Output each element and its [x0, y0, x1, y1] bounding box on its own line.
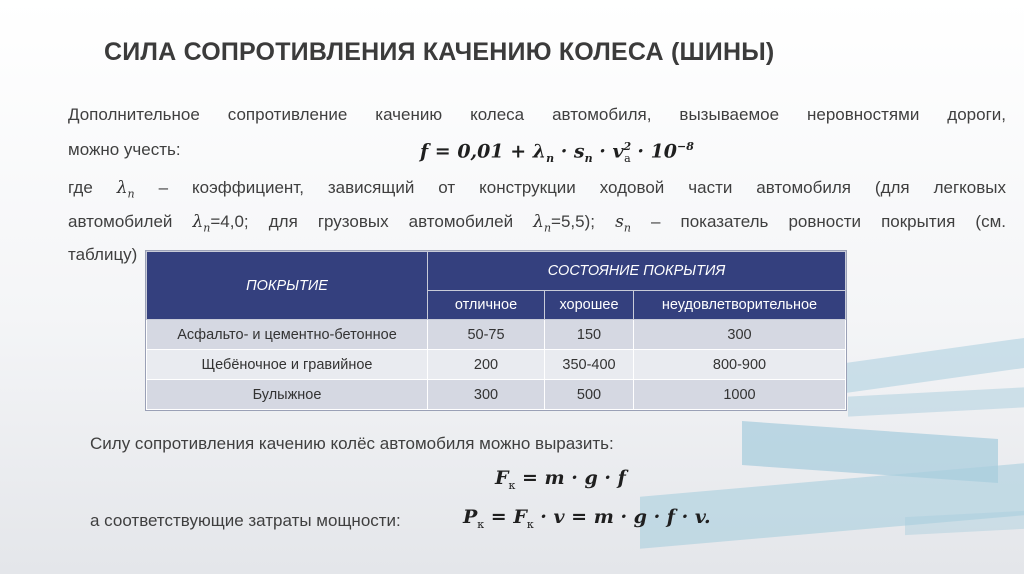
header-good: хорошее [545, 291, 634, 320]
intro-line-1: Дополнительное сопротивление качению колеса автомобиля, вызываемое неровностями дороги, [68, 105, 1006, 124]
decor-stripe [824, 338, 1024, 396]
table-row [147, 380, 846, 410]
formula-power: $P_к = F_к \cdot v = m \cdot g \cdot f \cdot v$. [463, 506, 711, 531]
cell-value: 300 [428, 380, 545, 410]
table-row [147, 320, 846, 350]
row-name: Булыжное [147, 380, 428, 410]
cell-value: 500 [545, 380, 634, 410]
table-row [147, 350, 846, 380]
power-text: а соответствующие затраты мощности: [90, 511, 401, 530]
cell-value: 300 [634, 320, 846, 350]
header-poor: неудовлетворительное [634, 291, 846, 320]
row-name: Щебёночное и гравийное [147, 350, 428, 380]
cell-value: 150 [545, 320, 634, 350]
cell-value: 1000 [634, 380, 846, 410]
intro-line-2 [68, 138, 1006, 166]
slide-title: СИЛА СОПРОТИВЛЕНИЯ КАЧЕНИЮ КОЛЕСА (ШИНЫ) [104, 38, 775, 66]
cell-value: 200 [428, 350, 545, 380]
row-name: Асфальто- и цементно-бетонное [147, 320, 428, 350]
header-state: СОСТОЯНИЕ ПОКРЫТИЯ [428, 252, 846, 291]
force-text: Силу сопротивления качению колёс автомобиля можно выразить: [90, 434, 614, 453]
header-excellent: отличное [428, 291, 545, 320]
cell-value: 800-900 [634, 350, 846, 380]
formula-force: $F_к = m \cdot g \cdot f$ [495, 467, 626, 492]
where-line-3: таблицу) [68, 245, 138, 264]
cell-value: 350-400 [545, 350, 634, 380]
where-line-2: автомобилей $\lambda_n=4,0$; для грузовых автомобилей $\lambda_n=5,5$); $s_n$ – показатель ровности покрытия (см. [68, 212, 1006, 235]
intro-label: можно учесть: [68, 140, 181, 159]
header-cover: ПОКРЫТИЕ [147, 252, 428, 320]
roughness-table [146, 251, 846, 410]
decor-stripe [848, 387, 1024, 416]
where-line-1: где $\lambda_n$ – коэффициент, зависящий от конструкции ходовой части автомобиля (для легковых [68, 178, 1006, 201]
formula-f: $f = 0,01 + \lambda_n \cdot s_n \cdot v^2_а \cdot 10^{-8}$ [420, 140, 694, 166]
cell-value: 50-75 [428, 320, 545, 350]
